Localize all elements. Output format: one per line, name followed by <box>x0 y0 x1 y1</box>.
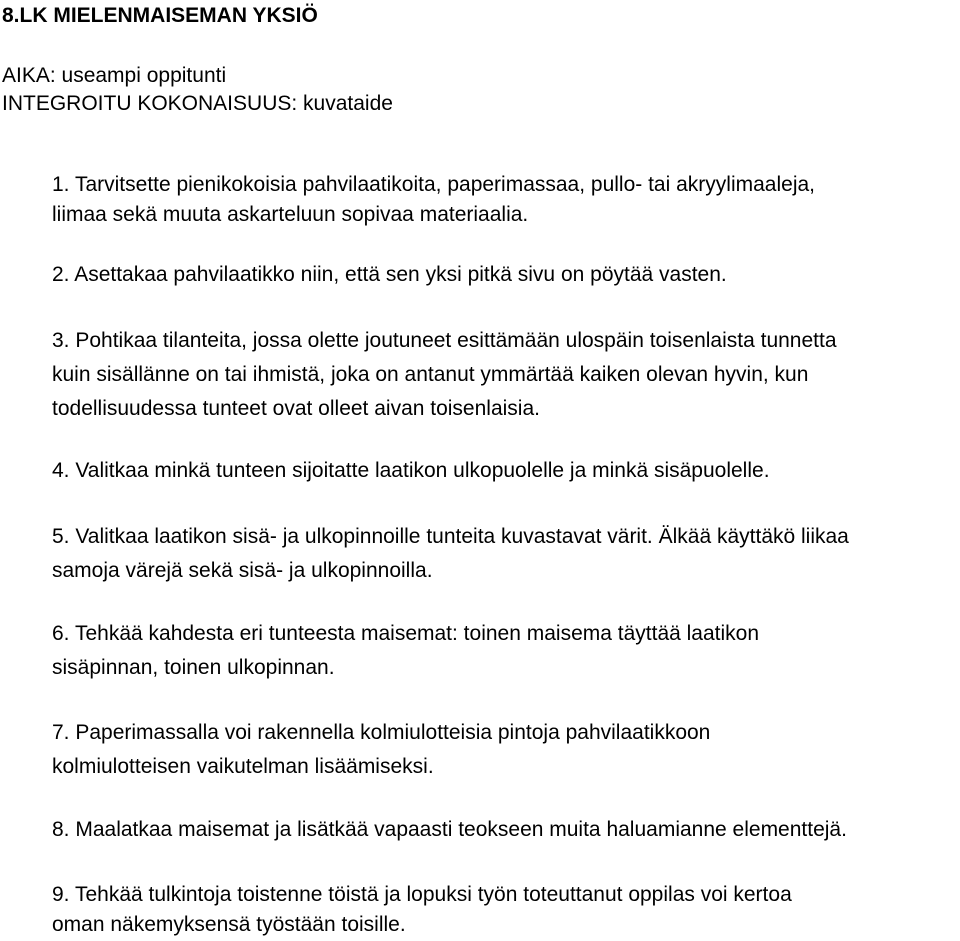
step-5-line-1: 5. Valitkaa laatikon sisä- ja ulkopinnoille tunteita kuvastavat värit. Älkää käyttäkö liikaa <box>52 525 849 548</box>
step-2-line-1: 2. Asettakaa pahvilaatikko niin, että sen yksi pitkä sivu on pöytää vasten. <box>52 263 727 286</box>
step-6 <box>52 617 957 685</box>
step-3 <box>52 324 957 426</box>
step-9-line-1: 9. Tehkää tulkintoja toistenne töistä ja lopuksi työn toteuttanut oppilas voi kertoa <box>52 883 792 906</box>
step-1 <box>52 170 957 230</box>
step-7 <box>52 716 957 784</box>
step-4 <box>52 454 957 488</box>
step-5 <box>52 520 957 588</box>
document-title: 8.LK MIELENMAISEMAN YKSIÖ <box>2 4 318 27</box>
meta-duration: AIKA: useampi oppitunti <box>2 64 227 87</box>
step-3-line-3: todellisuudessa tunteet ovat olleet aivan toisenlaisia. <box>52 397 540 420</box>
step-7-line-2: kolmiulotteisen vaikutelman lisäämiseksi. <box>52 755 434 778</box>
step-1-line-1: 1. Tarvitsette pienikokoisia pahvilaatikoita, paperimassaa, pullo- tai akryylimaaleja, <box>52 173 815 196</box>
step-4-line-1: 4. Valitkaa minkä tunteen sijoitatte laatikon ulkopuolelle ja minkä sisäpuolelle. <box>52 459 770 482</box>
step-8 <box>52 813 957 847</box>
step-5-line-2: samoja värejä sekä sisä- ja ulkopinnoilla. <box>52 559 433 582</box>
meta-integration: INTEGROITU KOKONAISUUS: kuvataide <box>2 92 393 115</box>
step-6-line-1: 6. Tehkää kahdesta eri tunteesta maisemat: toinen maisema täyttää laatikon <box>52 622 760 645</box>
step-6-line-2: sisäpinnan, toinen ulkopinnan. <box>52 656 335 679</box>
step-9 <box>52 880 957 940</box>
step-9-line-2: oman näkemyksensä työstään toisille. <box>52 913 406 936</box>
step-8-line-1: 8. Maalatkaa maisemat ja lisätkää vapaasti teokseen muita haluamianne elementtejä. <box>52 818 847 841</box>
step-7-line-1: 7. Paperimassalla voi rakennella kolmiulotteisia pintoja pahvilaatikkoon <box>52 721 711 744</box>
step-1-line-2: liimaa sekä muuta askarteluun sopivaa materiaalia. <box>52 203 529 226</box>
step-3-line-2: kuin sisällänne on tai ihmistä, joka on antanut ymmärtää kaiken olevan hyvin, kun <box>52 363 809 386</box>
step-3-line-1: 3. Pohtikaa tilanteita, jossa olette joutuneet esittämään ulospäin toisenlaista tunnetta <box>52 329 837 352</box>
step-2 <box>52 258 957 292</box>
